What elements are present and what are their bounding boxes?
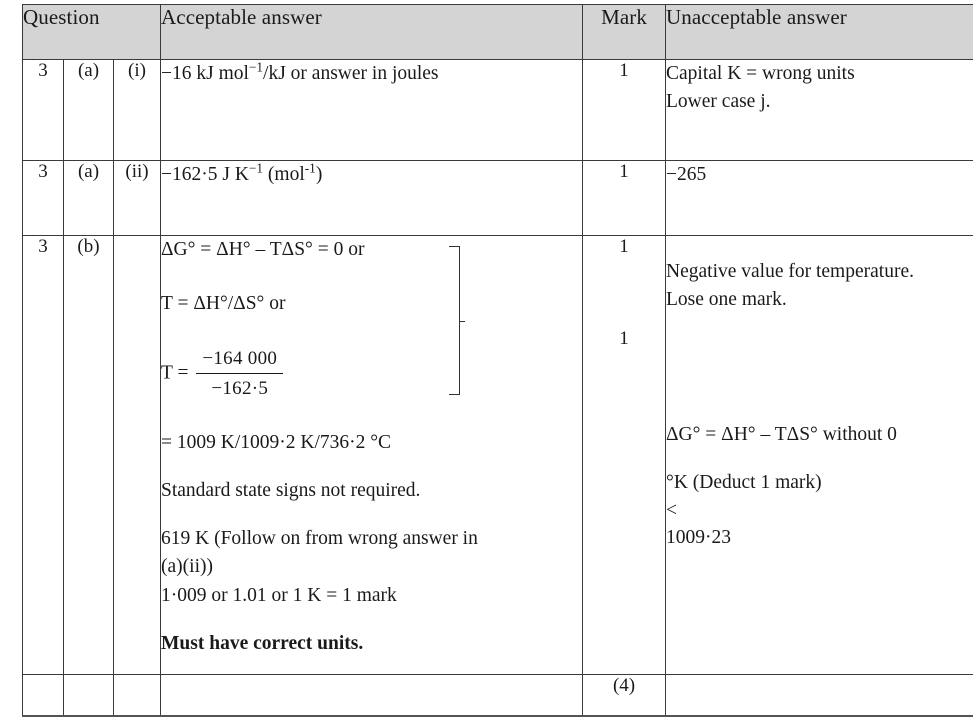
- equation-line: ΔG° = ΔH° – TΔS° = 0 or: [161, 239, 365, 260]
- answer-value-mid: (mol: [263, 164, 305, 185]
- total-acceptable-answer: [161, 675, 583, 717]
- acceptable-bold-note: Must have correct units.: [161, 632, 364, 654]
- header-row: [23, 5, 973, 60]
- cell-acceptable-answer: [161, 161, 583, 236]
- grouping-brace-icon: [449, 246, 460, 395]
- cell-acceptable-answer: [161, 236, 583, 675]
- table-header: [23, 5, 973, 60]
- spacer: [666, 449, 973, 469]
- fraction-numerator: −164 000: [196, 345, 283, 375]
- cell-unacceptable-answer: [666, 161, 973, 236]
- spacer: [161, 403, 582, 429]
- total-unacceptable-answer: [666, 675, 973, 717]
- total-question-subpart: [114, 675, 161, 717]
- mark-value-top: 1: [619, 236, 629, 257]
- unacceptable-line: 1009·23: [666, 527, 732, 549]
- answer-value-pre: −162·5 J K: [161, 164, 249, 185]
- acceptable-line: Standard state signs not required.: [161, 479, 421, 501]
- total-question-part: [64, 675, 114, 717]
- cell-unacceptable-answer: [666, 236, 973, 675]
- fraction: [196, 345, 283, 403]
- answer-value-pre: −16 kJ mol: [161, 63, 249, 84]
- cell-question-subpart: (i): [114, 60, 161, 161]
- header-acceptable-answer: Acceptable answer: [161, 5, 583, 60]
- unacceptable-line: Capital K = wrong units: [666, 63, 855, 84]
- unacceptable-line: °K (Deduct 1 mark): [666, 472, 822, 494]
- total-mark-value: (4): [583, 675, 666, 717]
- spacer: [161, 505, 582, 525]
- table-row: [23, 161, 973, 236]
- cell-question-subpart: [114, 236, 161, 675]
- header-question: Question: [23, 5, 161, 60]
- table-row: [23, 60, 973, 161]
- acceptable-line: 1·009 or 1.01 or 1 K = 1 mark: [161, 584, 397, 606]
- equation-line: T = ΔH°/ΔS° or: [161, 293, 286, 315]
- equation-block: [161, 236, 461, 403]
- acceptable-line: (a)(ii)): [161, 556, 213, 578]
- answer-superscript-2: -1: [304, 160, 316, 176]
- cell-mark: [583, 236, 666, 675]
- cell-unacceptable-answer: [666, 60, 973, 161]
- spacer: [666, 313, 973, 421]
- unacceptable-line: Lose one mark.: [666, 288, 787, 310]
- acceptable-line: 619 K (Follow on from wrong answer in: [161, 528, 478, 550]
- table-body: [23, 60, 973, 717]
- fraction-equation: [161, 345, 283, 403]
- table-total-row: [23, 675, 973, 717]
- cell-mark: 1: [583, 60, 666, 161]
- header-unacceptable-answer: Unacceptable answer: [666, 5, 973, 60]
- acceptable-answer-text: [161, 60, 582, 88]
- spacer: [161, 457, 582, 477]
- total-question-number: [23, 675, 64, 717]
- unacceptable-line: Lower case j.: [666, 90, 771, 112]
- acceptable-line: = 1009 K/1009·2 K/736·2 °C: [161, 431, 392, 453]
- cell-mark: 1: [583, 161, 666, 236]
- spacer: [666, 236, 973, 258]
- answer-superscript: −1: [248, 160, 264, 176]
- cell-question-part: (b): [64, 236, 114, 675]
- unacceptable-line: <: [666, 499, 678, 521]
- cell-acceptable-answer: [161, 60, 583, 161]
- marking-scheme-table: [22, 4, 973, 717]
- spacer: [161, 610, 582, 630]
- cell-question-subpart: (ii): [114, 161, 161, 236]
- unacceptable-equation: ΔG° = ΔH° – TΔS° without 0: [666, 424, 897, 446]
- fraction-denominator: −162·5: [211, 378, 269, 400]
- spacer: [583, 258, 665, 328]
- fraction-lhs: T =: [161, 362, 189, 384]
- cell-question-number: 3: [23, 236, 64, 675]
- acceptable-answer-text: [161, 161, 582, 189]
- cell-question-number: 3: [23, 161, 64, 236]
- answer-value-post: ): [315, 164, 323, 185]
- unacceptable-line: Negative value for temperature.: [666, 261, 914, 282]
- cell-question-number: 3: [23, 60, 64, 161]
- answer-value-post: /kJ or answer in joules: [263, 63, 439, 84]
- mark-value-bottom: 1: [619, 328, 629, 349]
- answer-superscript: −1: [248, 59, 264, 75]
- cell-question-part: (a): [64, 161, 114, 236]
- header-mark: Mark: [583, 5, 666, 60]
- unacceptable-line: −265: [666, 164, 707, 185]
- table-row: [23, 236, 973, 675]
- cell-question-part: (a): [64, 60, 114, 161]
